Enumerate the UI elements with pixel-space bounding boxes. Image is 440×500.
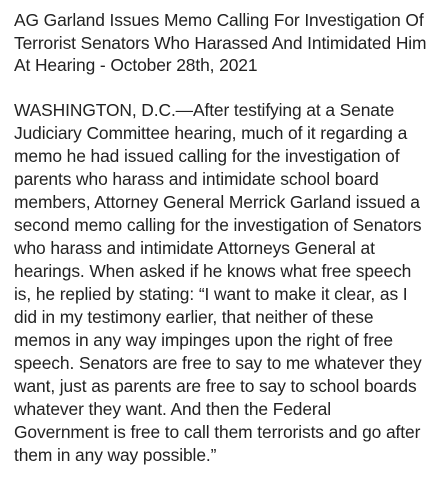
article-body: WASHINGTON, D.C.—After testifying at a Senate Judiciary Committee hearing, much of it regarding a memo he had issued calling for the investigation of parents who harass and intimidate school board members, Attorney General Merrick Garland issued a second memo calling for the investigation of Senators who harass and intimidate Attorneys General at hearings. When asked if he knows what free speech is, he replied by stating: “I want to make it clear, as I did in my testimony earlier, that neither of these memos in any way impinges upon the right of free speech. Senators are free to say to me whatever they want, just as parents are free to say to school boards whatever they want. And then the Federal Government is free to call them terrorists and go after them in any way possible.” <box>14 99 422 465</box>
article-headline: AG Garland Issues Memo Calling For Investigation Of Terrorist Senators Who Harassed And Intimidated Him At Hearing - October 28th, 2021 <box>14 10 427 75</box>
